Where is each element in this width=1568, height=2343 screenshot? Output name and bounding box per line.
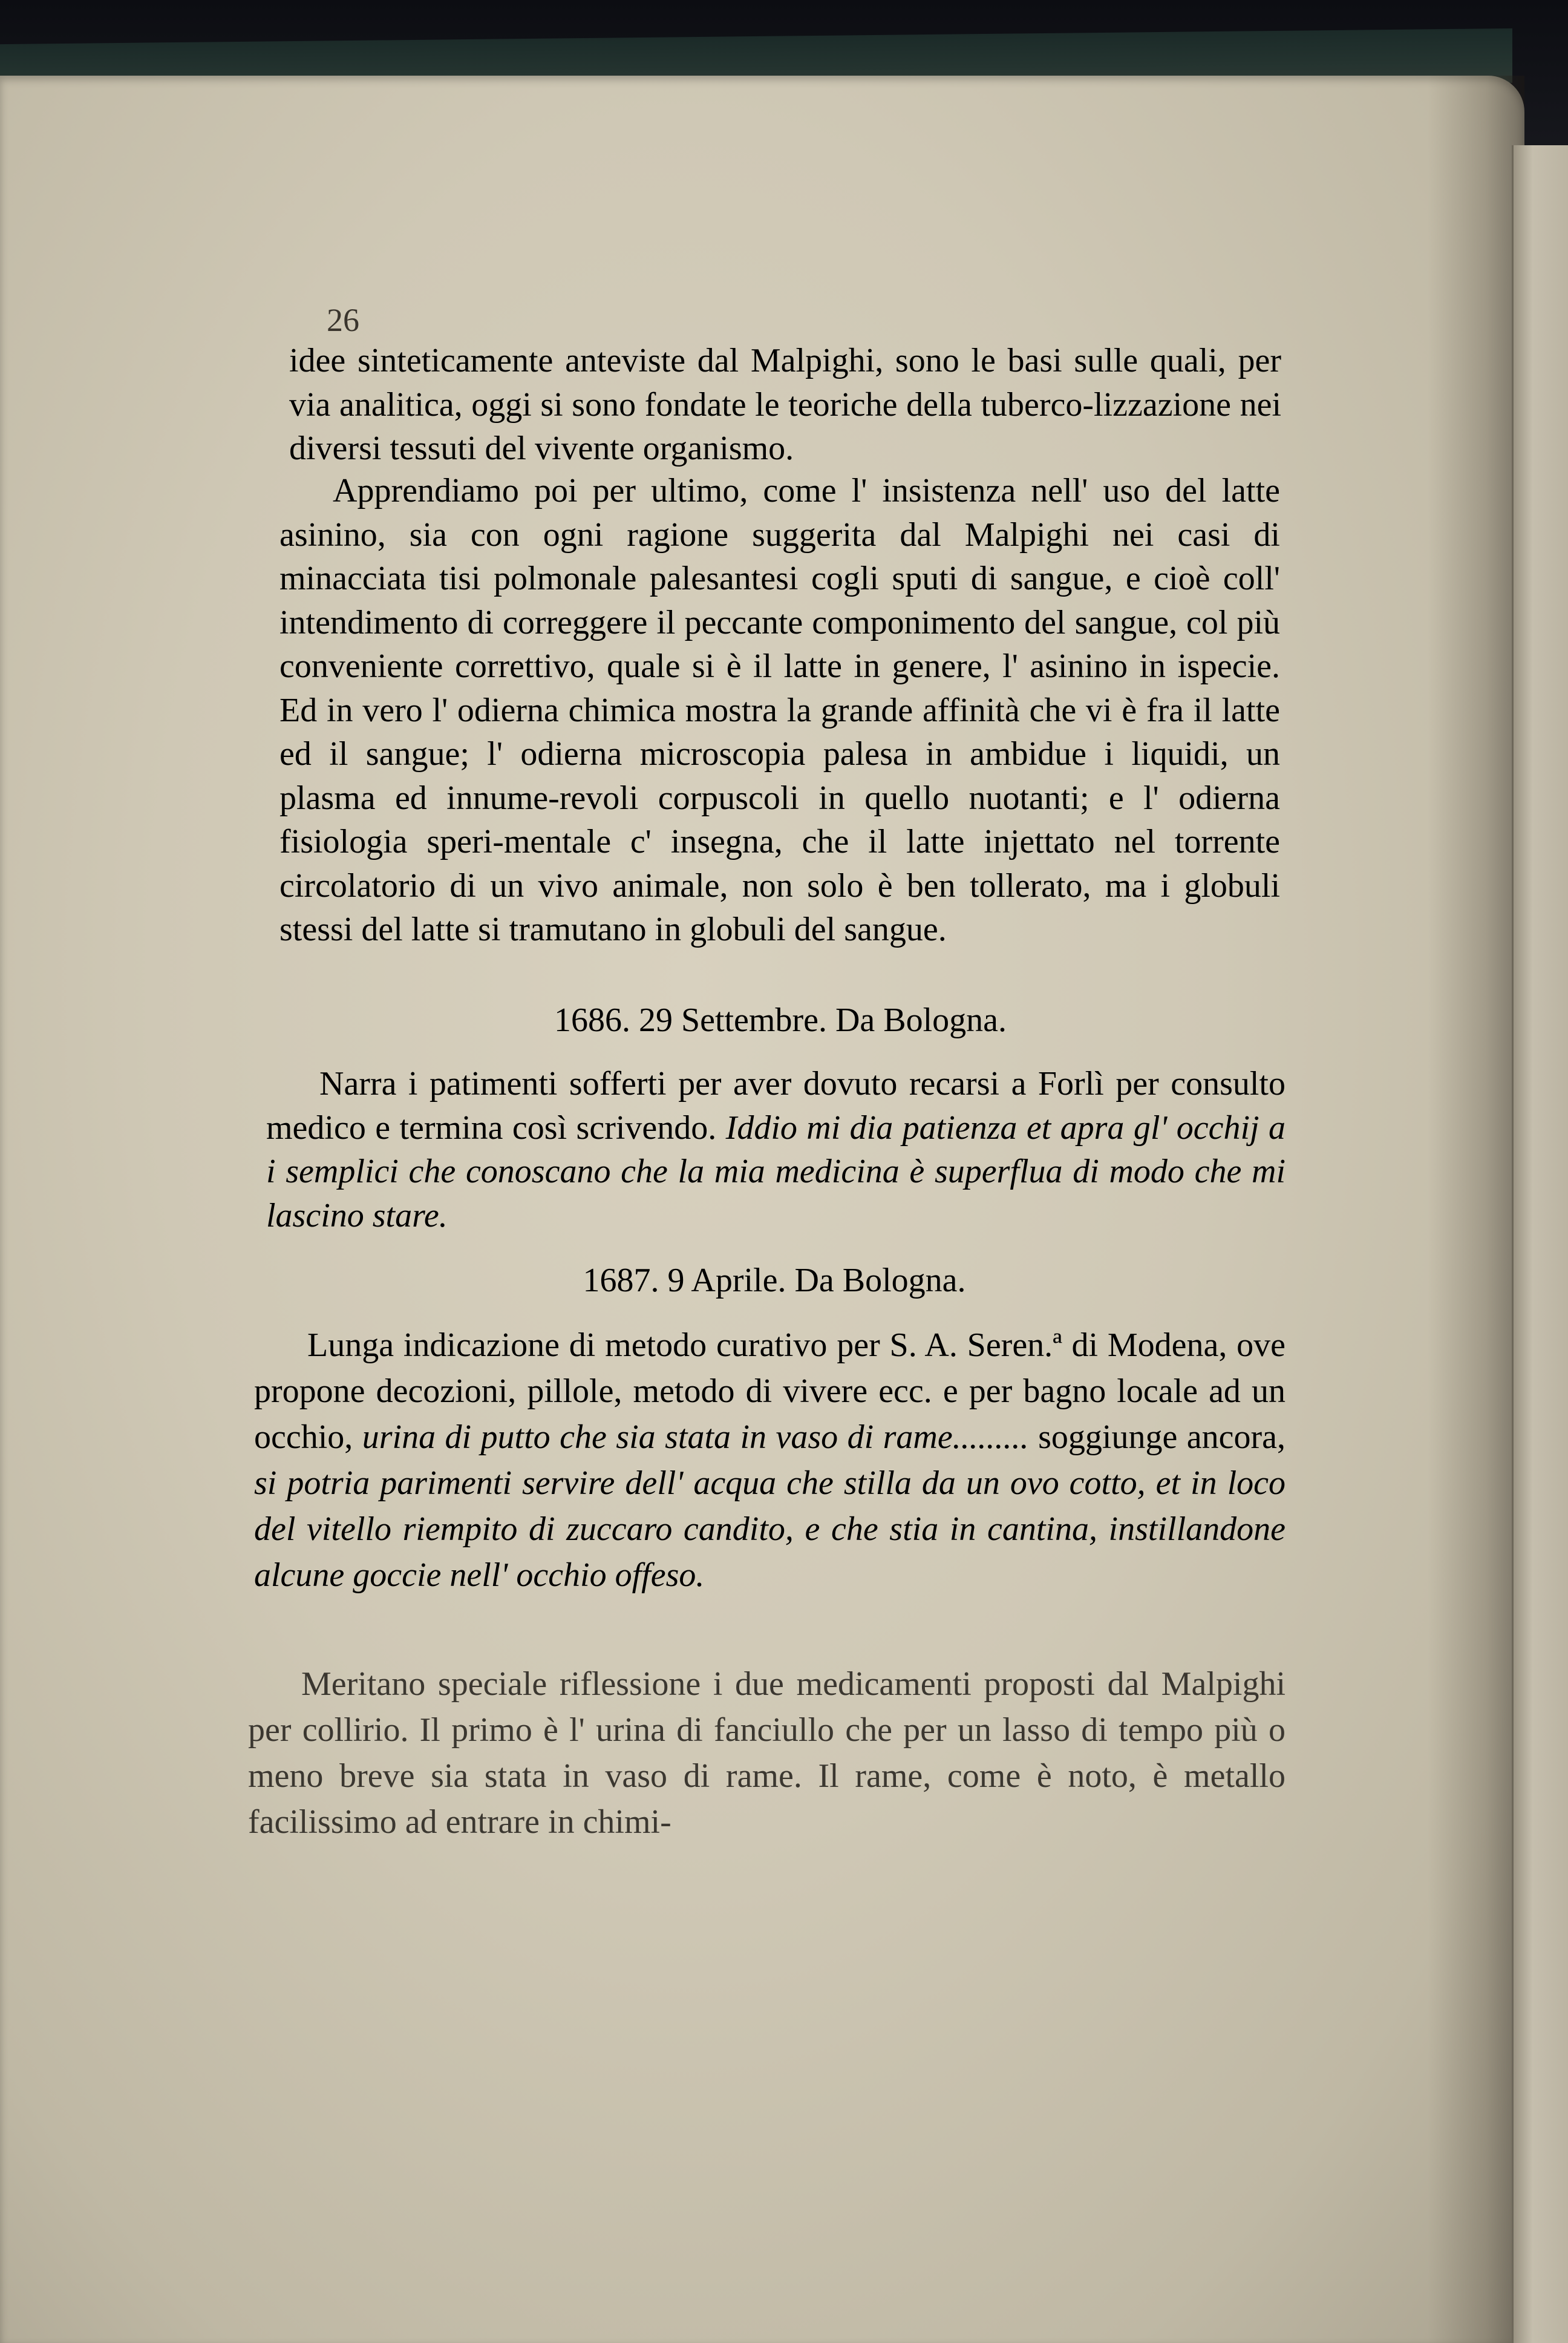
paragraph-4-text-a: Lunga indicazione di metodo curativo per S. A. Seren.ª di Modena, ove propone decozioni, pillole, metodo di vivere ecc. e per bagno locale ad un occhio, bbox=[254, 1326, 1285, 1456]
paragraph-4 bbox=[254, 1322, 1285, 1598]
paragraph-3-text: Narra i patimenti sofferti per aver dovuto recarsi a Forlì per consulto medico e termina così scrivendo. bbox=[266, 1065, 1285, 1147]
letter-heading-1687: 1687. 9 Aprile. Da Bologna. bbox=[583, 1262, 966, 1299]
page-number: 26 bbox=[327, 302, 359, 338]
next-page-edge bbox=[1512, 145, 1568, 2343]
paragraph-3 bbox=[266, 1062, 1285, 1237]
paragraph-3-quote: Iddio mi dia patienza et apra gl' occhij a i semplici che conoscano che la mia medicina è superflua di modo che mi lascino stare. bbox=[266, 1109, 1286, 1234]
paragraph-2: Apprendiamo poi per ultimo, come l' insistenza nell' uso del latte asinino, sia con ogni ragione suggerita dal Malpighi nei casi di minacciata tisi polmonale palesantesi cogli sputi di sangue, e cioè coll' intendimento di correggere il peccante componimento del sangue, col più conveniente correttivo, quale si è il latte in genere, l' asinino in ispecie. Ed in vero l' odierna chimica mostra la grande affinità che vi è fra il latte ed il sangue; l' odierna microscopia palesa in ambidue i liquidi, un plasma ed innume-revoli corpuscoli in quello nuotanti; e l' odierna fisiologia speri-mentale c' insegna, che il latte injettato nel torrente circolatorio di un vivo animale, non solo è ben tollerato, ma i globuli stessi del latte si tramutano in globuli del sangue. bbox=[279, 472, 1280, 948]
paragraph-1: idee sinteticamente anteviste dal Malpighi, sono le basi sulle quali, per via analitica, oggi si sono fondate le teoriche della tuberco-lizzazione nei diversi tessuti del vivente organismo. bbox=[289, 342, 1281, 467]
letter-heading-1686: 1686. 29 Settembre. Da Bologna. bbox=[554, 1001, 1007, 1039]
paragraph-4-quote-b: si potria parimenti servire dell' acqua che stilla da un ovo cotto, et in loco del vitello riempito di zuccaro candito, e che stia in cantina, instillandone alcune goccie nell' occhio offeso. bbox=[254, 1464, 1285, 1594]
paragraph-5: Meritano speciale riflessione i due medicamenti proposti dal Malpighi per collirio. Il primo è l' urina di fanciullo che per un lasso di tempo più o meno breve sia stata in vaso di rame. Il rame, come è noto, è metallo facilissimo ad entrare in chimi- bbox=[248, 1665, 1285, 1841]
paragraph-4-quote-a: urina di putto che sia stata in vaso di rame......... bbox=[362, 1418, 1029, 1456]
paragraph-4-text-b: soggiunge ancora, bbox=[1038, 1418, 1285, 1456]
